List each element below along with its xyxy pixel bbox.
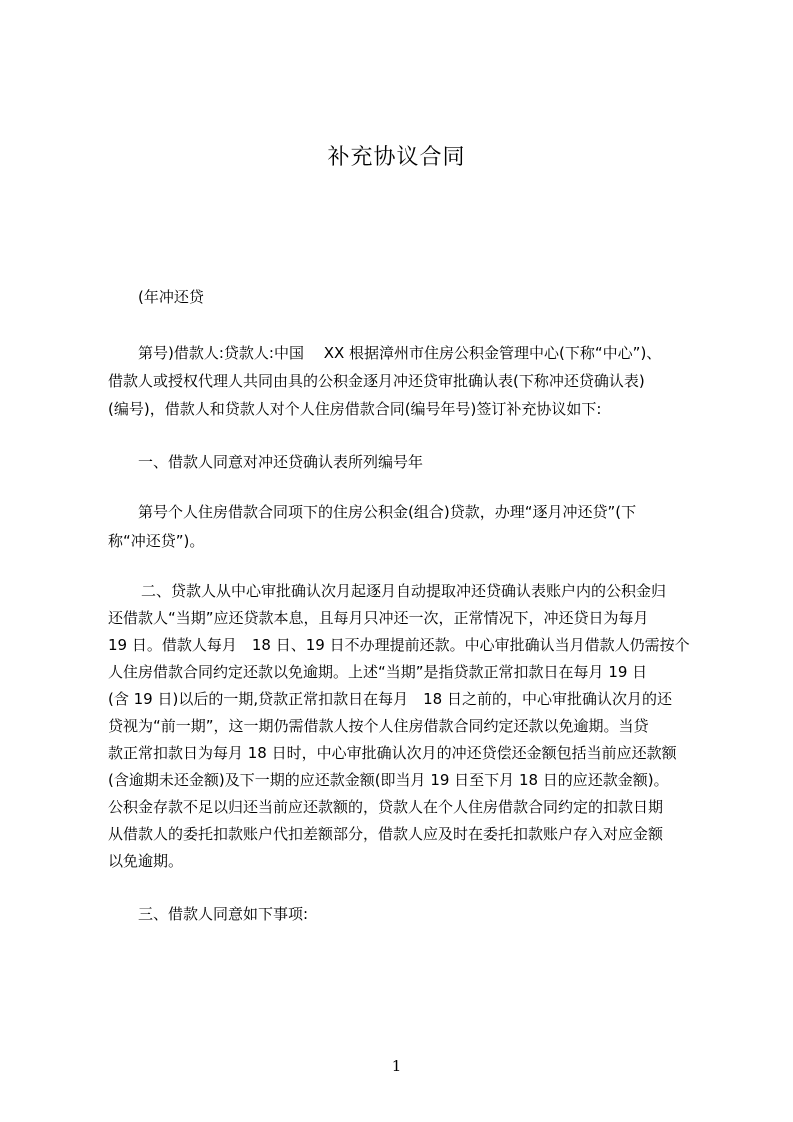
section-heading-3: 三、借款人同意如下事项:: [138, 905, 309, 923]
paragraph-line: 款正常扣款日为每月 18 日时，中心审批确认次月的冲还贷偿还金额包括当前应还款额: [108, 744, 677, 762]
paragraph-line: 第号个人住房借款合同项下的住房公积金(组合)贷款，办理“逐月冲还贷”(下: [138, 503, 637, 521]
paragraph-line: 人住房借款合同约定还款以免逾期。上述“当期”是指贷款正常扣款日在每月 19 日: [108, 663, 648, 681]
paragraph-line: 以免逾期。: [108, 852, 184, 870]
document-title: 补充协议合同: [327, 145, 466, 170]
paragraph-line: 第号)借款人:贷款人:中国 XX 根据漳州市住房公积金管理中心(下称“中心”)、: [138, 344, 662, 362]
paragraph-line: 称“冲还贷”)。: [108, 532, 205, 550]
paragraph-line: 19 日。借款人每月 18 日、19 日不办理提前还款。中心审批确认当月借款人仍需按个: [108, 636, 690, 654]
paragraph-line: (含 19 日)以后的一期,贷款正常扣款日在每月 18 日之前的，中心审批确认次月的还: [108, 690, 672, 708]
page-number: 1: [391, 1057, 402, 1075]
paragraph-line: 借款人或授权代理人共同由具的公积金逐月冲还贷审批确认表(下称冲还贷确认表): [108, 372, 645, 390]
paragraph-line: (年冲还贷: [138, 288, 204, 306]
paragraph-line: (编号)，借款人和贷款人对个人住房借款合同(编号年号)签订补充协议如下:: [108, 400, 602, 418]
paragraph-line: 贷视为“前一期”，这一期仍需借款人按个人住房借款合同约定还款以免逾期。当贷: [108, 717, 649, 735]
paragraph-line: (含逾期未还金额)及下一期的应还款金额(即当月 19 日至下月 18 日的应还款金额)。: [108, 771, 669, 789]
paragraph-line: 公积金存款不足以归还当前应还款额的，贷款人在个人住房借款合同约定的扣款日期: [108, 798, 664, 816]
paragraph-line: 还借款人“当期”应还贷款本息，且每月只冲还一次，正常情况下，冲还贷日为每月: [108, 609, 649, 627]
paragraph-line: 从借款人的委托扣款账户代扣差额部分，借款人应及时在委托扣款账户存入对应金额: [108, 825, 664, 843]
section-heading-2: 二、贷款人从中心审批确认次月起逐月自动提取冲还贷确认表账户内的公积金归: [141, 582, 667, 600]
section-heading-1: 一、借款人同意对冲还贷确认表所列编号年: [138, 453, 424, 471]
